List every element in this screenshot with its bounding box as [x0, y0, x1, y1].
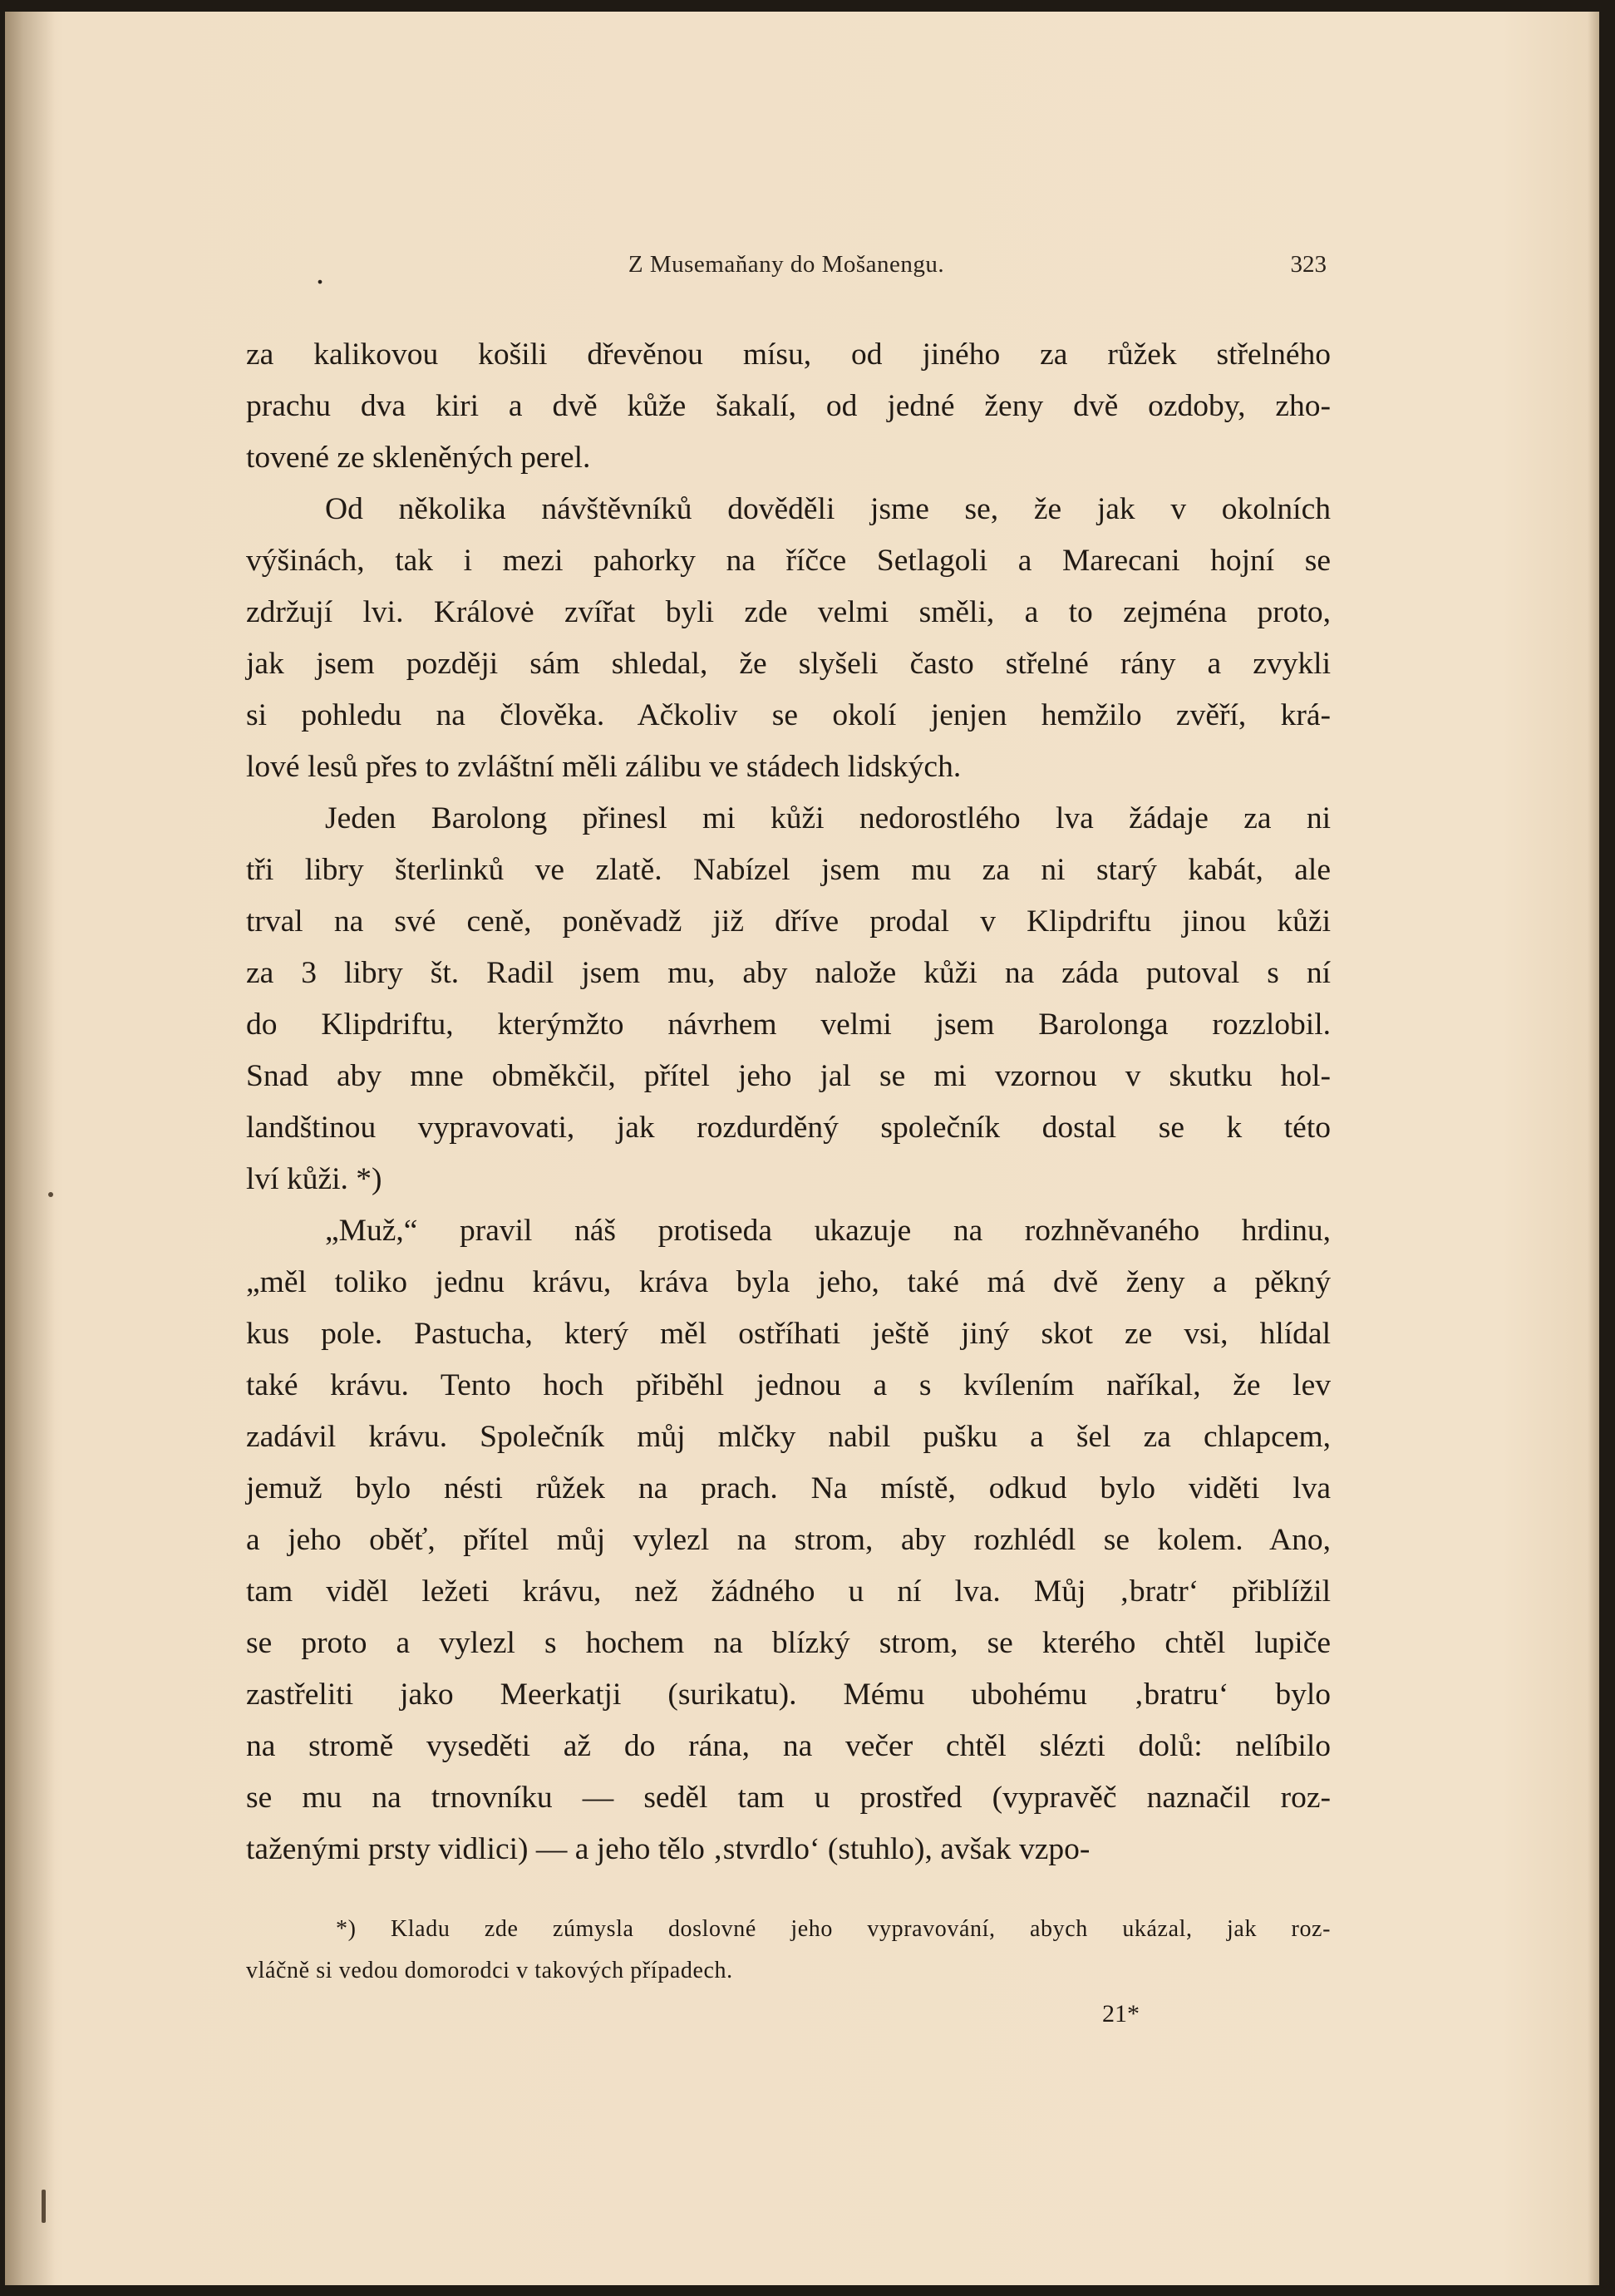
text-line: zastřeliti jako Meerkatji (surikatu). Mému ubohému ‚bratru‘ bylo [246, 1678, 1331, 1712]
text-line: tovené ze skleněných perel. [246, 441, 591, 475]
text-line: a jeho oběť, přítel můj vylezl na strom, aby rozhlédl se kolem. Ano, [246, 1523, 1331, 1557]
text-line: Od několika návštěvníků dověděli jsme se, že jak v okolních [325, 492, 1331, 526]
running-header [246, 244, 1327, 291]
text-line: zdržují lvi. Královė zvířat byli zde velmi směli, a to zejména proto, [246, 595, 1331, 629]
paragraph [246, 793, 1331, 1205]
text-line: lové lesů přes to zvláštní měli zálibu ve stádech lidských. [246, 750, 962, 784]
page-number: 323 [1290, 251, 1327, 278]
text-line: také krávu. Tento hoch přiběhl jednou a s kvílením naříkal, že lev [246, 1368, 1331, 1402]
paragraph [246, 329, 1331, 484]
text-line: „měl toliko jednu krávu, kráva byla jeho, také má dvě ženy a pěkný [246, 1265, 1331, 1299]
header-mark: . [316, 254, 324, 291]
text-line: jak jsem později sám shledal, že slyšeli často střelné rány a zvykli [246, 647, 1331, 681]
text-line: landštinou vypravovati, jak rozdurděný společník dostal se k této [246, 1111, 1331, 1145]
text-line: kus pole. Pastucha, který měl ostříhati ještě jiný skot ze vsi, hlídal [246, 1317, 1331, 1351]
paper-speck [48, 1192, 53, 1197]
text-line: taženými prsty vidlici) — a jeho tělo ‚stvrdlo‘ (stuhlo), avšak vzpo- [246, 1832, 1091, 1866]
page-edge-shadow [1588, 12, 1599, 2285]
body-text [246, 329, 1331, 1875]
text-line: jemuž bylo nésti růžek na prach. Na místě, odkud bylo viděti lva [246, 1471, 1331, 1505]
text-line: za 3 libry št. Radil jsem mu, aby nalože kůži na záda putoval s ní [246, 956, 1331, 990]
paragraph [246, 484, 1331, 793]
text-line: na stromě vyseděti až do rána, na večer chtěl slézti dolů: nelíbilo [246, 1729, 1331, 1763]
text-line: tam viděl ležeti krávu, než žádného u ní lva. Můj ‚bratr‘ přiblížil [246, 1574, 1331, 1609]
text-line: lví kůži. *) [246, 1162, 382, 1196]
text-line: se proto a vylezl s hochem na blízký strom, se kterého chtěl lupiče [246, 1626, 1331, 1660]
footnote-line: vláčně si vedou domorodci v takových případech. [246, 1958, 733, 1983]
footnote [246, 1909, 1331, 1992]
text-line: do Klipdriftu, kterýmžto návrhem velmi jsem Barolonga rozzlobil. [246, 1008, 1331, 1042]
text-line: se mu na trnovníku — seděl tam u prostřed (vypravěč naznačil roz- [246, 1781, 1331, 1815]
paper-speck [42, 2190, 46, 2223]
page-spine-shadow [5, 12, 55, 2285]
text-line: výšinách, tak i mezi pahorky na říčce Setlagoli a Marecani hojní se [246, 544, 1331, 578]
footnote-line: *) Kladu zde zúmysla doslovné jeho vypravování, abych ukázal, jak roz- [336, 1916, 1331, 1942]
text-line: „Muž,“ pravil náš protiseda ukazuje na rozhněvaného hrdinu, [325, 1214, 1331, 1248]
text-line: Jeden Barolong přinesl mi kůži nedorostlého lva žádaje za ni [325, 801, 1331, 835]
text-line: tři libry šterlinků ve zlatě. Nabízel jsem mu za ni starý kabát, ale [246, 853, 1331, 887]
book-page [5, 12, 1599, 2285]
text-line: trval na své ceně, poněvadž již dříve prodal v Klipdriftu jinou kůži [246, 904, 1331, 939]
paragraph [246, 1205, 1331, 1875]
text-line: si pohledu na člověka. Ačkoliv se okolí jenjen hemžilo zvěří, krá- [246, 698, 1331, 732]
text-line: prachu dva kiri a dvě kůže šakalí, od jedné ženy dvě ozdoby, zho- [246, 389, 1331, 423]
signature-mark: 21* [1102, 2000, 1140, 2027]
text-line: Snad aby mne obměkčil, přítel jeho jal se mi vzornou v skutku hol- [246, 1059, 1331, 1093]
text-line: zadávil krávu. Společník můj mlčky nabil pušku a šel za chlapcem, [246, 1420, 1331, 1454]
text-line: za kalikovou košili dřevěnou mísu, od jiného za růžek střelného [246, 338, 1331, 372]
running-title: Z Musemaňany do Mošanengu. [628, 251, 945, 278]
